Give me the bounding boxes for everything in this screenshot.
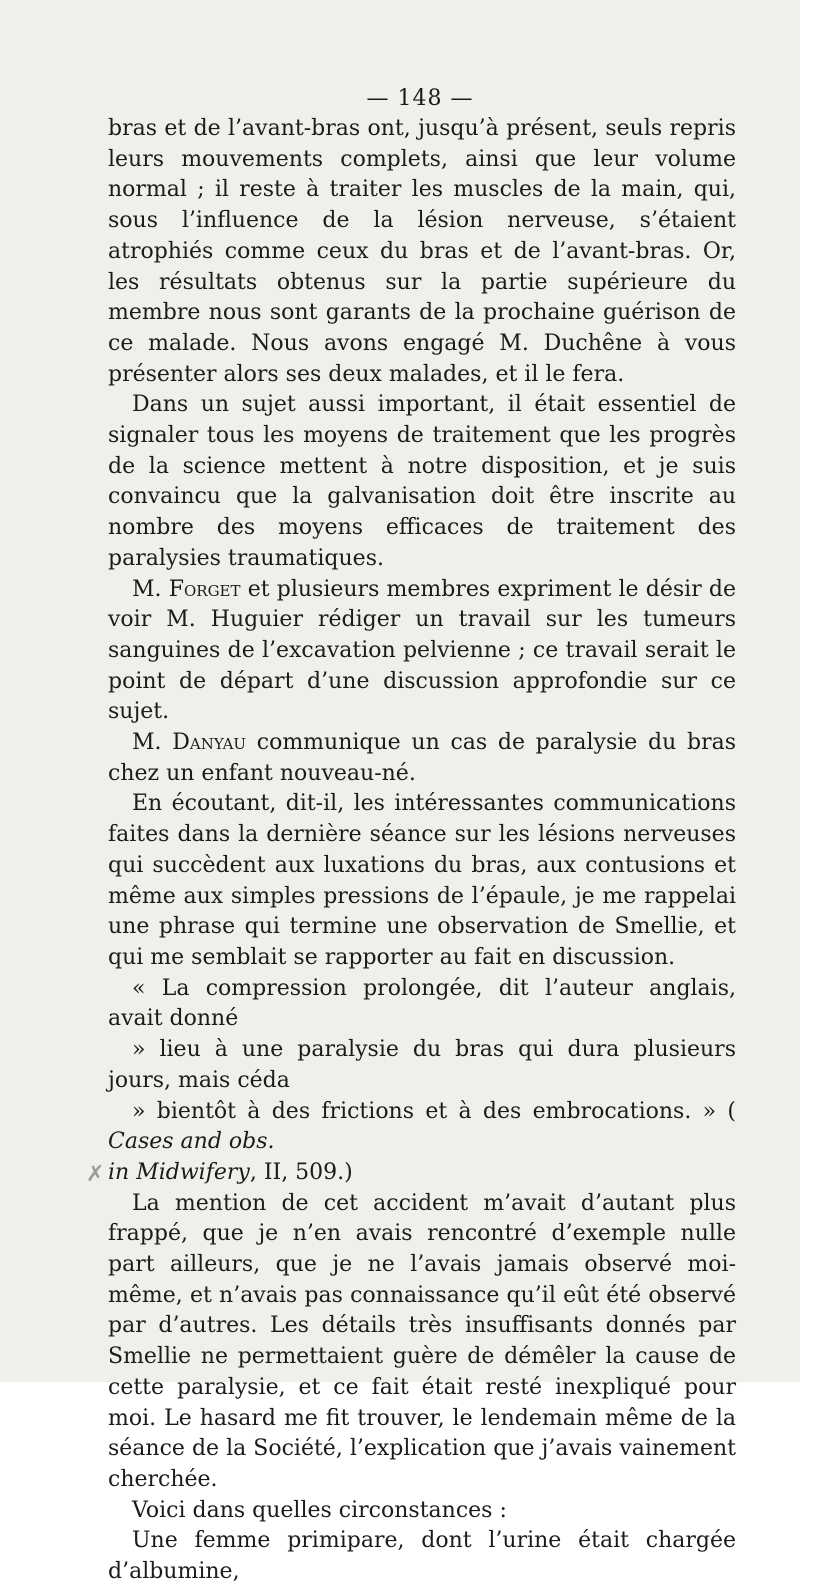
paragraph-2: Dans un sujet aussi important, il était essentiel de signaler tous les moyens de traitement que les progrès de la science mettent à notre disposition, et je suis convaincu que la galvanisation doit être inscrite au nombre des moyens efficaces de traitement des paralysies traumatiques.	[108, 392, 736, 571]
paragraph-6: La mention de cet accident m’avait d’autant plus frappé, que je n’en avais rencontré d’exemple nulle part ailleurs, que je ne l’avais jamais observé moi-même, et n’avais pas connaissance qu’il eût été observé par d’autres. Les détails très insuffisants donnés par Smellie ne permettaient guère de démêler la cause de cette paralysie, et ce fait était resté inexpliqué pour moi. Le hasard me fit trouver, le lendemain même de la séance de la Société, l’explication que j’avais vainement cherchée.	[108, 1190, 736, 1492]
paragraph-7: Voici dans quelles circonstances :	[132, 1497, 507, 1523]
quote-line-4	[84, 1158, 736, 1189]
citation-reference: , II, 509.)	[249, 1159, 353, 1185]
paragraph-1: bras et de l’avant-bras ont, jusqu’à présent, seuls repris leurs mouvements complets, ainsi que leur volume normal ; il reste à traiter les muscles de la main, qui, sous l’influence de la lésion nerveuse, s’étaient atrophiés comme ceux du bras et de l’avant-bras. Or, les résultats obtenus sur la partie supérieure du membre nous sont garants de la prochaine guérison de ce malade. Nous avons engagé M. Duchêne à vous présenter alors ses deux malades, et il le fera.	[108, 116, 736, 387]
paragraph-5: En écoutant, dit-il, les intéressantes communications faites dans la dernière séance sur les lésions nerveuses qui succèdent aux luxations du bras, aux contusions et même aux simples pressions de l’épaule, je me rappelai une phrase qui termine une observation de Smellie, et qui me semblait se rapporter au fait en discussion.	[108, 791, 736, 970]
page-number: — 148 —	[366, 86, 474, 111]
paragraph-3	[108, 575, 736, 729]
body-text	[108, 114, 736, 1588]
quote-line-3-text: » bientôt à des frictions et à des embrocations. » (	[132, 1098, 736, 1124]
quote-line-2: » lieu à une paralysie du bras qui dura plusieurs jours, mais céda	[108, 1037, 736, 1093]
paragraph-8: Une femme primipare, dont l’urine était chargée d’albumine,	[108, 1528, 736, 1585]
speaker-name-forget: Forget	[168, 576, 241, 602]
margin-cross-mark: ✗	[86, 1162, 105, 1187]
quote-block	[108, 974, 736, 1189]
quote-line-1: « La compression prolongée, dit l’auteur anglais, avait donné	[108, 975, 736, 1032]
paragraph-3-prefix: M.	[132, 576, 169, 602]
quote-line-3	[108, 1097, 736, 1158]
speaker-name-danyau: Danyau	[172, 730, 247, 756]
paragraph-4	[108, 728, 736, 789]
citation-title: Cases and obs.	[108, 1129, 275, 1155]
paragraph-3-text: et plusieurs membres expriment le désir de voir M. Huguier rédiger un travail sur les tumeurs sanguines de l’excavation pelvienne ; ce travail serait le point de départ d’une discussion approfondie sur ce sujet.	[108, 576, 736, 725]
paragraph-4-text: communique un cas de paralysie du bras chez un enfant nouveau-né.	[108, 730, 736, 786]
paragraph-4-prefix: M.	[132, 730, 173, 756]
citation-title-continued: in Midwifery	[108, 1159, 250, 1185]
